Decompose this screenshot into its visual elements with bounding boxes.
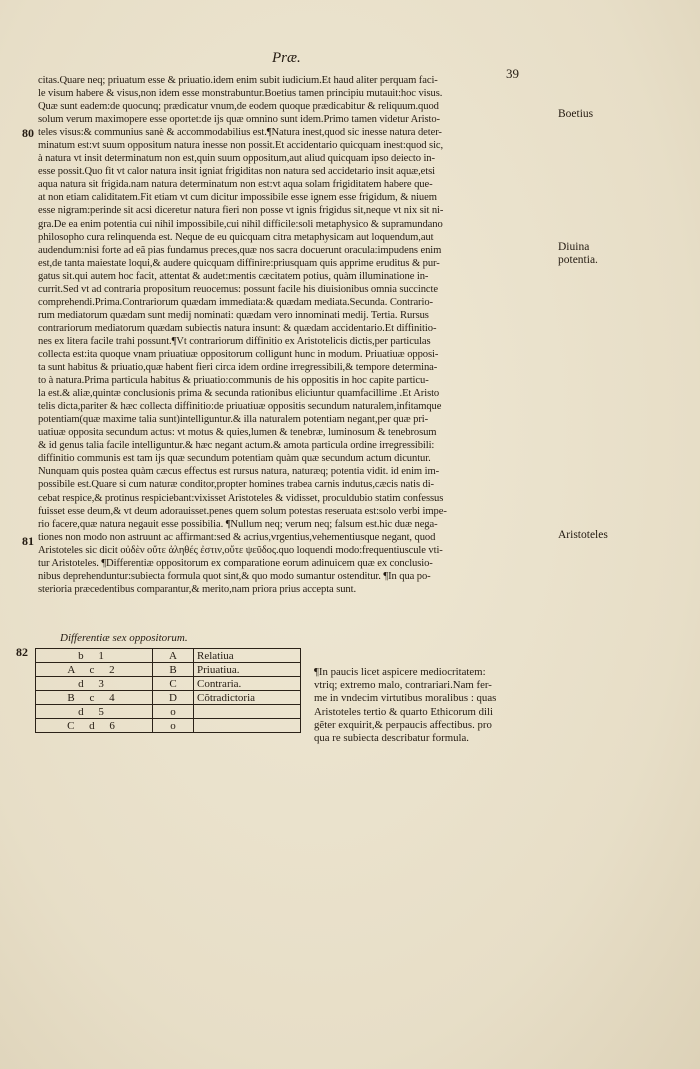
text-line: aqua natura sit frigida.nam natura determinatum non est:vt aqua solam frigiditatem habere que-	[38, 179, 433, 191]
main-text-block	[38, 74, 550, 596]
table-cell: A	[153, 649, 194, 663]
text-line: la est.& aliæ,quintæ conclusionis prima & secunda rationibus eliciuntur quamfacillime .Et Aristo	[38, 388, 440, 400]
text-line: nes ex litera facile trahi possunt.¶Vt contrariorum diffinitio ex Aristotelicis dictis,per particulas	[38, 335, 431, 347]
table-cell: b 1	[36, 649, 153, 663]
text-line: uatiuæ opposita secundum actus: vt motus & quies,lumen & tenebræ, luminosum & tenebrosum	[38, 427, 437, 439]
table-cell: Priuatiua.	[194, 663, 301, 677]
text-line: gra.De ea enim potentia cui nihil impossibile,cui nihil difficile:soli metaphysico & supramundano	[38, 218, 443, 230]
text-line: tur Aristoteles. ¶Differentiæ oppositorum ex comparatione eorum adinuicem quæ ex conclusio-	[38, 557, 433, 569]
page-number: 39	[506, 66, 519, 81]
table-cell: D	[153, 691, 194, 705]
text-line: qua re subiecta describatur formula.	[314, 732, 469, 745]
table-cell: A c 2	[36, 663, 153, 677]
text-line: est,de tanta maiestate loqui,& audere quicquam diffinire:priusquam quis apprime eruditus & pur-	[38, 257, 440, 269]
text-line: & id genus talia facile intelliguntur.& hæc negant actum.& amota particula ordine irregressibili:	[38, 440, 435, 452]
marginal-note: Aristoteles	[558, 529, 608, 541]
text-line: solum verum maximopere esse oportet:de ijs quæ omnino sunt idem.Primo tamen videtur Aristo-	[38, 114, 440, 126]
text-line: at non etiam caliditatem.Fit etiam vt cum dicitur impossibile esse ignem esse frigidum, & niuem	[38, 192, 437, 204]
text-line: ¶In paucis licet aspicere mediocritatem:	[314, 666, 486, 678]
text-line: Aristoteles sic dicit οὐδὲν οὔτε ἀληθές ἐστιν,οὔτε ψεῦδος.quo loquendi modo:frequentiuscule vti-	[38, 544, 443, 556]
text-line: gatus sit.qui autem hoc facit, attentat & audet:mentis cæcitatem potius, quàm illuminatione in-	[38, 270, 429, 282]
table-row	[36, 663, 301, 677]
running-title: Præ.	[272, 50, 301, 66]
oppositions-table	[35, 648, 301, 733]
table-title: Differentiæ sex oppositorum.	[60, 632, 188, 644]
marginal-note: Diuina potentia.	[558, 241, 598, 266]
text-line: rum mediatorum quædam sunt medij nominati: quædam vero innominati medij. Tertia. Rursus	[38, 309, 429, 321]
text-line: vtriq; extremo malo, contrariari.Nam fer-	[314, 679, 492, 692]
text-line: le visum habere & visus,non idem esse monstrabuntur.Boetius tamen principiu mutauit:hoc visus.	[38, 88, 443, 100]
margin-number: 82	[16, 645, 28, 659]
table-cell: Relatiua	[194, 649, 301, 663]
table-cell: d 5	[36, 705, 153, 719]
table-cell: B	[153, 663, 194, 677]
table-cell: o	[153, 705, 194, 719]
text-line: currit.Sed vt ad contraria propositum reuocemus: possunt facile his diuisionibus omnia succincte	[38, 283, 438, 295]
text-line: sterioria præcedentibus comparantur,& merito,nam priora prius accepta sunt.	[38, 583, 357, 595]
text-line: fuisset esse deum,& vt deum adorauisset.penes quem solum potestas reseruata est:solo verbi impe-	[38, 505, 447, 517]
text-line: contrariorum mediatorum quædam subiectis natura insunt: & quædam accidentario.Et diffinitio-	[38, 322, 437, 334]
text-line: minatum est:vt suum oppositum natura inesse non possit.Et accidentario quicquam inest:quod sic,	[38, 140, 444, 152]
table-cell	[194, 719, 301, 733]
text-line: possibile est.Quare si cum naturæ conditor,propter homines trabea carnis indutus,cæcis natis di-	[38, 479, 434, 491]
closing-paragraph	[314, 666, 544, 745]
text-line: cebat respice,& protinus respiciebant:vixisset Aristoteles & vidisset, proculdubio statim confessus	[38, 492, 444, 504]
text-line: esse possit.Quo fit vt calor natura insit igniat frigiditas non natura sed accidetario insit aquæ,etsi	[38, 166, 435, 178]
table-cell: Cõtradictoria	[194, 691, 301, 705]
text-line: me in vndecim virtutibus moralibus : quas	[314, 692, 497, 705]
text-line: Quæ sunt eadem:de quocunq; prædicatur vnum,de eodem quoque prædicabitur & reliquum.quod	[38, 101, 439, 113]
text-line: diffinitio communis est tam ijs quæ secundum potentiam quàm quæ secundum actum dicuntur.	[38, 453, 431, 465]
table-cell: B c 4	[36, 691, 153, 705]
text-line: à natura vt insit determinatum non est,quin suum oppositum,aut aliud quicquam ipso deiecto in-	[38, 153, 435, 165]
text-line: citas.Quare neq; priuatum esse & priuatio.idem enim subit iudicium.Et haud aliter perquam faci-	[38, 75, 438, 86]
text-line: tiones non modo non astruunt ac affirmant:sed & acrius,vrgentius,vehementiusque negant, quod	[38, 531, 436, 543]
text-line: teles visus:& communius sanè & accommodabilius est.¶Natura inest,quod sic inesse natura deter-	[38, 127, 442, 139]
text-line: telis dicta,pariter & hæc collecta diffinitio:de priuatiuæ oppositis secundum naturalem,infitamque	[38, 401, 442, 413]
margin-number: 80	[22, 126, 34, 140]
margin-number: 81	[22, 534, 34, 548]
text-line: potentiam(quæ maxime talia sunt)intelliguntur.& illa naturalem potentiam negant,per quæ pri-	[38, 414, 429, 426]
table-row	[36, 649, 301, 663]
text-line: esse nigram:perinde sit acsi diceretur natura fieri non posse vt ignis frigidus sit,neque vt nix sit ni-	[38, 205, 444, 217]
text-line: ta sunt habitus & priuatio,quæ habent fieri circa idem ordine irregressibili,& tempore determina-	[38, 362, 438, 374]
text-line: Nunquam quis postea quàm cæcus effectus est rursus natura, naturæq; potentia vidit. id enim im-	[38, 466, 440, 478]
text-line: Aristoteles tertio & quarto Ethicorum dili	[314, 705, 494, 718]
table-cell: d 3	[36, 677, 153, 691]
table-row	[36, 719, 301, 733]
table-cell: C	[153, 677, 194, 691]
table-cell: C d 6	[36, 719, 153, 733]
text-line: philosopho cura relinquenda est. Neque de eu quicquam citra metaphysicam aut loquendum,aut	[38, 231, 434, 243]
table-cell	[194, 705, 301, 719]
text-line: to à natura.Prima particula habitus & priuatio:communis de his oppositis in hoc capite particu-	[38, 375, 429, 387]
marginal-note: Boetius	[558, 108, 594, 120]
text-line: nibus deprehenduntur:subiecta formula quot sint,& quo modo sumantur ostenditur. ¶In qua po-	[38, 570, 431, 582]
text-line: gẽter exquirit,& perpaucis affectibus. pro	[314, 718, 492, 731]
table-cell: Contraria.	[194, 677, 301, 691]
text-line: comprehendi.Prima.Contrariorum quædam immediata:& quædam mediata.Secunda. Contrario-	[38, 296, 433, 308]
table-row	[36, 677, 301, 691]
table-cell: o	[153, 719, 194, 733]
table-row	[36, 691, 301, 705]
text-line: collecta est:ita quoque vnam priuatiuæ oppositorum colligunt hunc in modum. Priuatiuæ opposi-	[38, 348, 439, 360]
text-line: rio facere,quæ natura negauit esse possibilia. ¶Nullum neq; verum neq; falsum est.hic duæ nega-	[38, 518, 438, 530]
table-row	[36, 705, 301, 719]
text-line: audendum:nisi forte ad eã pias fundamus preces,quæ nos sacra docuerunt oracula:impudens enim	[38, 244, 442, 256]
